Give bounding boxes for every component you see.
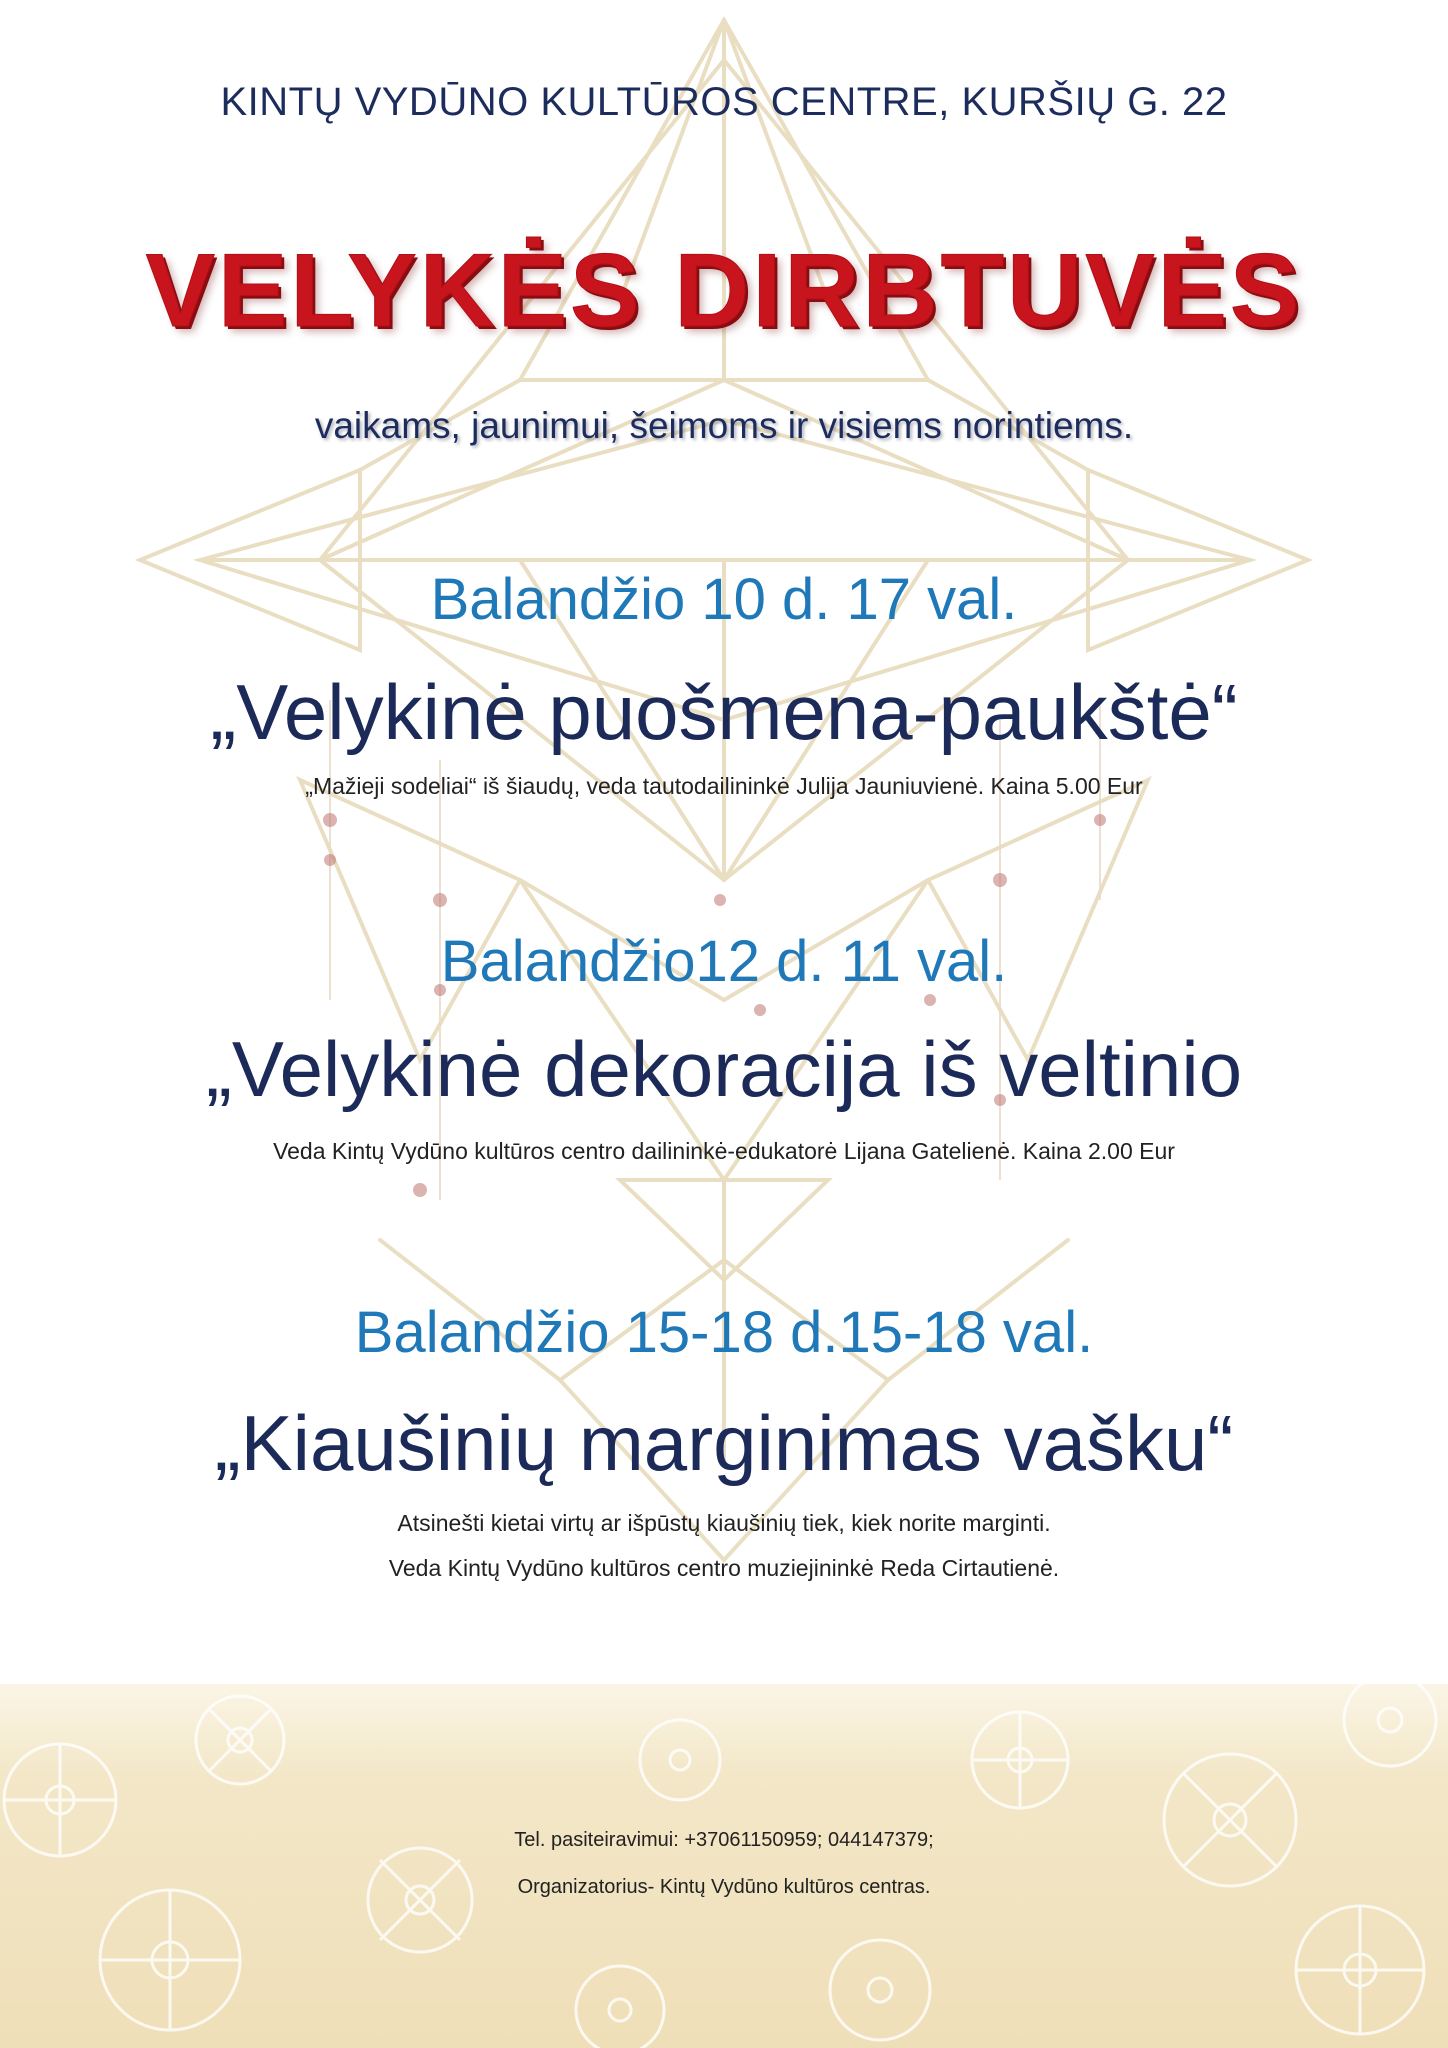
audience-subtitle: vaikams, jaunimui, šeimoms ir visiems norintiems. <box>314 405 1134 446</box>
event-2-date: Balandžio12 d. 11 val. <box>440 929 1008 994</box>
event-1-title: „Velykinė puošmena-paukštė“ <box>210 668 1238 756</box>
event-2-description: Veda Kintų Vydūno kultūros centro dailininkė-edukatorė Lijana Gatelienė. Kaina 2.00 Eur <box>273 1138 1175 1164</box>
venue-address: KINTŲ VYDŪNO KULTŪROS CENTRE, KURŠIŲ G. 22 <box>220 80 1228 124</box>
event-3-description-line-2: Veda Kintų Vydūno kultūros centro muziejininkė Reda Cirtautienė. <box>388 1555 1060 1581</box>
event-2-title: „Velykinė dekoracija iš veltinio <box>205 1025 1243 1113</box>
contact-phone: Tel. pasiteiravimui: +37061150959; 044147379; <box>514 1829 934 1851</box>
event-1-description: „Mažieji sodeliai“ iš šiaudų, veda tautodailininkė Julija Jauniuvienė. Kaina 5.00 Eur <box>305 773 1143 799</box>
main-title: VELYKĖS DIRBTUVĖS <box>145 233 1303 349</box>
organizer-info: Organizatorius- Kintų Vydūno kultūros centras. <box>517 1876 931 1898</box>
event-3-date: Balandžio 15-18 d.15-18 val. <box>354 1300 1094 1365</box>
event-3-title: „Kiaušinių marginimas vašku“ <box>214 1399 1234 1487</box>
event-3-description-line-1: Atsinešti kietai virtų ar išpūstų kiaušinių tiek, kiek norite marginti. <box>397 1510 1051 1536</box>
event-1-date: Balandžio 10 d. 17 val. <box>430 567 1018 632</box>
